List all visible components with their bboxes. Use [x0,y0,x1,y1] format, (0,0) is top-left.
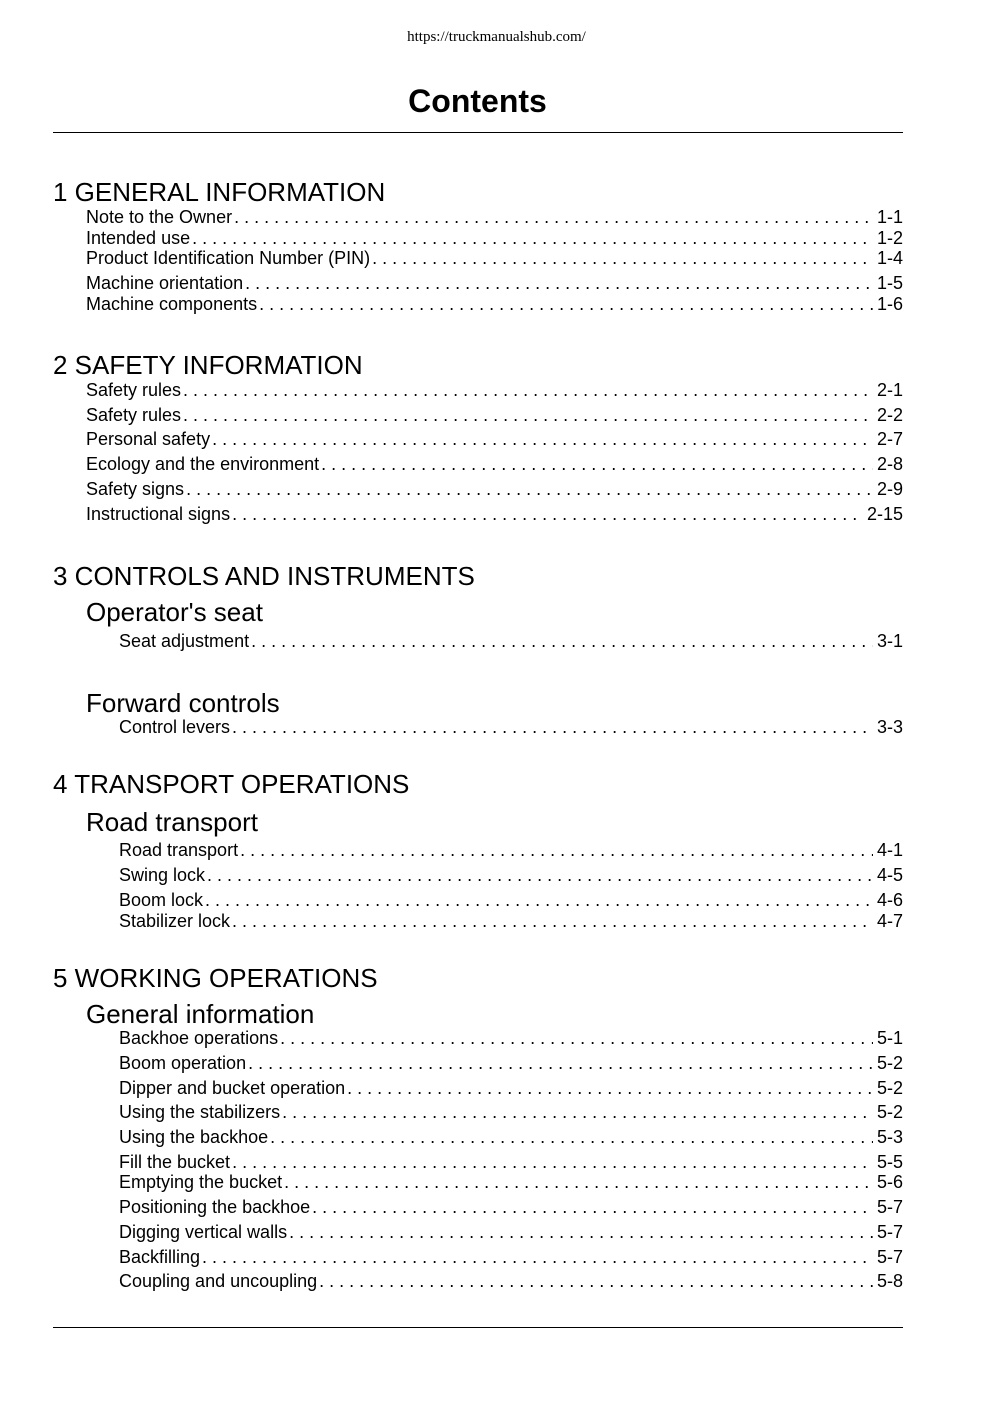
toc-entry-label: Road transport [119,840,239,860]
toc-entry-label: Control levers [119,717,231,737]
toc-entry[interactable] [86,379,903,401]
toc-entry-page: 1-4 [876,248,903,268]
toc-entry[interactable] [119,1027,903,1049]
toc-entry-page: 2-1 [876,380,903,400]
toc-leader [192,227,873,249]
toc-leader [289,1221,873,1243]
toc-entry-page: 5-5 [876,1152,903,1172]
toc-entry-label: Note to the Owner [86,207,233,227]
toc-entry[interactable] [119,1221,903,1243]
toc-entry[interactable] [119,1270,903,1292]
toc-entry-label: Fill the bucket [119,1152,231,1172]
toc-entry-page: 1-6 [876,294,903,314]
toc-entry-label: Stabilizer lock [119,911,231,931]
toc-entry[interactable] [119,1151,903,1173]
toc-leader [270,1126,873,1148]
toc-entry[interactable] [86,453,903,475]
toc-entry-label: Digging vertical walls [119,1222,288,1242]
toc-entry-page: 4-7 [876,911,903,931]
toc-entry-page: 5-7 [876,1247,903,1267]
toc-entry-page: 1-1 [876,207,903,227]
toc-entry-page: 5-7 [876,1197,903,1217]
toc-entry-label: Using the backhoe [119,1127,269,1147]
toc-leader [234,206,873,228]
toc-leader [205,889,873,911]
toc-leader [284,1171,873,1193]
toc-leader [259,293,873,315]
toc-entry-page: 5-1 [876,1028,903,1048]
toc-entry[interactable] [86,478,903,500]
toc-leader [232,716,873,738]
toc-entry-label: Personal safety [86,429,211,449]
toc-leader [245,272,873,294]
toc-entry-page: 1-2 [876,228,903,248]
toc-entry[interactable] [86,272,903,294]
toc-entry[interactable] [119,1196,903,1218]
toc-leader [232,503,863,525]
toc-leader [280,1027,873,1049]
toc-entry-page: 2-8 [876,454,903,474]
toc-entry[interactable] [86,503,903,525]
toc-entry[interactable] [119,910,903,932]
toc-entry-label: Product Identification Number (PIN) [86,248,371,268]
toc-entry-label: Intended use [86,228,191,248]
toc-entry[interactable] [119,1171,903,1193]
toc-entry-page: 5-6 [876,1172,903,1192]
toc-entry[interactable] [119,716,903,738]
toc-entry-page: 4-5 [876,865,903,885]
section-heading: 3 CONTROLS AND INSTRUMENTS [53,561,475,591]
toc-entry-label: Swing lock [119,865,206,885]
toc-entry[interactable] [119,1126,903,1148]
toc-leader [319,1270,873,1292]
toc-entry-label: Emptying the bucket [119,1172,283,1192]
toc-leader [232,1151,873,1173]
toc-entry-page: 5-7 [876,1222,903,1242]
toc-entry-page: 4-6 [876,890,903,910]
toc-leader [282,1101,873,1123]
toc-entry[interactable] [86,206,903,228]
toc-entry-page: 5-8 [876,1271,903,1291]
toc-entry-page: 5-2 [876,1078,903,1098]
toc-leader [251,630,873,652]
toc-entry-label: Positioning the backhoe [119,1197,311,1217]
toc-entry-label: Boom operation [119,1053,247,1073]
toc-entry-page: 2-2 [876,405,903,425]
toc-entry-page: 4-1 [876,840,903,860]
toc-entry-label: Backfilling [119,1247,201,1267]
toc-entry[interactable] [119,1052,903,1074]
toc-entry[interactable] [119,1077,903,1099]
toc-leader [183,379,873,401]
page-title: Contents [408,83,547,119]
toc-leader [202,1246,873,1268]
subsection-heading: Operator's seat [86,597,263,627]
toc-entry[interactable] [119,839,903,861]
toc-entry-page: 5-2 [876,1053,903,1073]
section-heading: 5 WORKING OPERATIONS [53,963,378,993]
toc-entry[interactable] [119,889,903,911]
toc-entry[interactable] [86,404,903,426]
toc-leader [186,478,873,500]
toc-leader [240,839,873,861]
source-url: https://truckmanualshub.com/ [407,29,586,45]
toc-entry-label: Backhoe operations [119,1028,279,1048]
toc-entry-label: Machine components [86,294,258,314]
toc-entry-page: 5-2 [876,1102,903,1122]
subsection-heading: Road transport [86,807,258,837]
toc-entry-label: Ecology and the environment [86,454,320,474]
subsection-heading: Forward controls [86,688,280,718]
toc-entry-page: 3-3 [876,717,903,737]
toc-entry[interactable] [86,227,903,249]
toc-leader [372,247,873,269]
toc-leader [321,453,873,475]
section-heading: 1 GENERAL INFORMATION [53,177,386,207]
toc-leader [212,428,873,450]
toc-leader [312,1196,873,1218]
toc-leader [347,1077,873,1099]
toc-entry-page: 1-5 [876,273,903,293]
toc-entry[interactable] [86,428,903,450]
toc-entry-label: Safety rules [86,405,182,425]
title-divider [53,132,903,133]
toc-entry-page: 5-3 [876,1127,903,1147]
toc-entry-label: Safety signs [86,479,185,499]
toc-entry-page: 2-9 [876,479,903,499]
toc-entry-label: Dipper and bucket operation [119,1078,346,1098]
toc-entry-page: 2-7 [876,429,903,449]
toc-entry[interactable] [119,1101,903,1123]
toc-entry-label: Using the stabilizers [119,1102,281,1122]
section-heading: 4 TRANSPORT OPERATIONS [53,769,410,799]
toc-entry[interactable] [86,247,903,269]
toc-entry-label: Machine orientation [86,273,244,293]
toc-entry-page: 3-1 [876,631,903,651]
toc-entry-label: Boom lock [119,890,204,910]
toc-entry-label: Seat adjustment [119,631,250,651]
toc-entry-label: Safety rules [86,380,182,400]
toc-entry[interactable] [119,1246,903,1268]
toc-entry-label: Instructional signs [86,504,231,524]
toc-entry-page: 2-15 [866,504,903,524]
toc-entry[interactable] [119,630,903,652]
toc-leader [183,404,873,426]
toc-leader [248,1052,873,1074]
toc-leader [207,864,873,886]
toc-leader [232,910,873,932]
toc-entry[interactable] [86,293,903,315]
toc-entry[interactable] [119,864,903,886]
subsection-heading: General information [86,999,315,1029]
footer-divider [53,1327,903,1328]
section-heading: 2 SAFETY INFORMATION [53,350,363,380]
toc-entry-label: Coupling and uncoupling [119,1271,318,1291]
